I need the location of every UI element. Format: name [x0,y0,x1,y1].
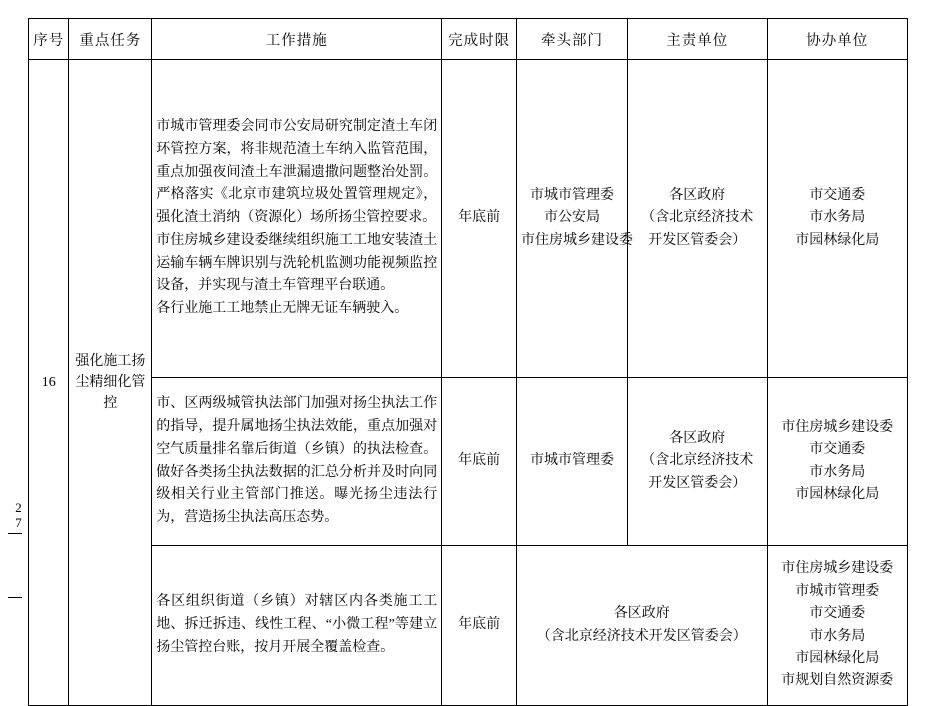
main-unit-line: （含北京经济技术 [641,210,754,226]
assist-unit-line: 市园林绿化局 [795,232,880,248]
row-assist-unit [767,546,907,706]
assist-unit-line: 市规划自然资源委 [781,673,894,689]
row-deadline: 年底前 [442,60,517,378]
assist-unit-line: 市水务局 [809,464,866,480]
column-header-main-unit: 主责单位 [628,19,767,60]
row-task-name: 强化施工扬尘精细化管控 [69,60,152,706]
measure-paragraph: 市住房城乡建设委继续组织施工工地安装渣土运输车辆车牌识别与洗轮机监测功能视频监控设备，并实现与渣土车管理平台联通。 [156,232,438,294]
row-measures [152,546,442,706]
table-row [29,378,908,546]
main-unit-line: 各区政府 [669,430,726,446]
assist-unit-line: 市城市管理委 [795,583,880,599]
column-header-measures: 工作措施 [152,19,442,60]
lead-dept-line: 各区政府 [613,606,670,622]
lead-dept-line: 市城市管理委 [530,453,615,469]
column-header-seq: 序号 [29,19,69,60]
main-unit-line: 各区政府 [669,187,726,203]
assist-unit-line: 市交通委 [809,187,866,203]
table-row [29,60,908,378]
row-lead-dept [516,60,633,378]
row-measures [152,378,442,546]
row-main-unit [628,60,767,378]
row-lead-dept [516,546,767,706]
row-assist-unit [767,378,907,546]
main-unit-line: 开发区管委会） [648,232,747,248]
assist-unit-line: 市水务局 [809,210,866,226]
page-margin-tick-top [8,533,22,534]
lead-dept-line: 市公安局 [544,210,601,226]
main-unit-line: 开发区管委会） [648,475,747,491]
measure-paragraph: 各区组织街道（乡镇）对辖区内各类施工工地、拆迁拆违、线性工程、“小微工程”等建立扬尘管控台账，按月开展全覆盖检查。 [156,594,438,655]
row-assist-unit [767,60,907,378]
row-measures [152,60,442,378]
column-header-lead-dept: 牵头部门 [516,19,627,60]
row-deadline: 年底前 [442,546,517,706]
assist-unit-line: 市交通委 [809,442,866,458]
row-main-unit [628,378,767,546]
table-header-row [29,19,908,60]
lead-dept-line: 市住房城乡建设委 [520,232,633,248]
column-header-assist-unit: 协办单位 [767,19,907,60]
measure-paragraph: 市、区两级城管执法部门加强对扬尘执法工作的指导，提升属地扬尘执法效能，重点加强对空气质量排名靠后街道（乡镇）的执法检查。做好各类扬尘执法数据的汇总分析并及时向同级相关行业主管部门推送。曝光扬尘违法行为，营造扬尘执法高压态势。 [156,396,438,525]
lead-dept-line: （含北京经济技术开发区管委会） [536,628,747,644]
table-row [29,546,908,706]
lead-dept-line: 市城市管理委 [530,187,615,203]
assist-unit-line: 市园林绿化局 [795,486,880,502]
page-margin-tick-bottom [8,597,22,598]
assist-unit-line: 市交通委 [809,606,866,622]
column-header-task: 重点任务 [69,19,152,60]
column-header-deadline: 完成时限 [442,19,517,60]
row-deadline: 年底前 [442,378,517,546]
row-lead-dept [516,378,627,546]
assist-unit-line: 市园林绿化局 [795,650,880,666]
task-measures-table [28,18,908,706]
main-unit-line: （含北京经济技术 [641,453,754,469]
measure-paragraph: 各行业施工工地禁止无牌无证车辆驶入。 [156,300,409,316]
assist-unit-line: 市住房城乡建设委 [781,419,894,435]
assist-unit-line: 市水务局 [809,628,866,644]
assist-unit-line: 市住房城乡建设委 [781,561,894,577]
measure-paragraph: 市城市管理委会同市公安局研究制定渣土车闭环管控方案，将非规范渣土车纳入监管范围，重点加强夜间渣土车泄漏遗撒问题整治处罰。严格落实《北京市建筑垃圾处置管理规定》，强化渣土消纳（资源化）场所扬尘管控要求。 [156,119,438,226]
page-number: 27 [11,500,26,530]
row-seq-number: 16 [29,60,69,706]
